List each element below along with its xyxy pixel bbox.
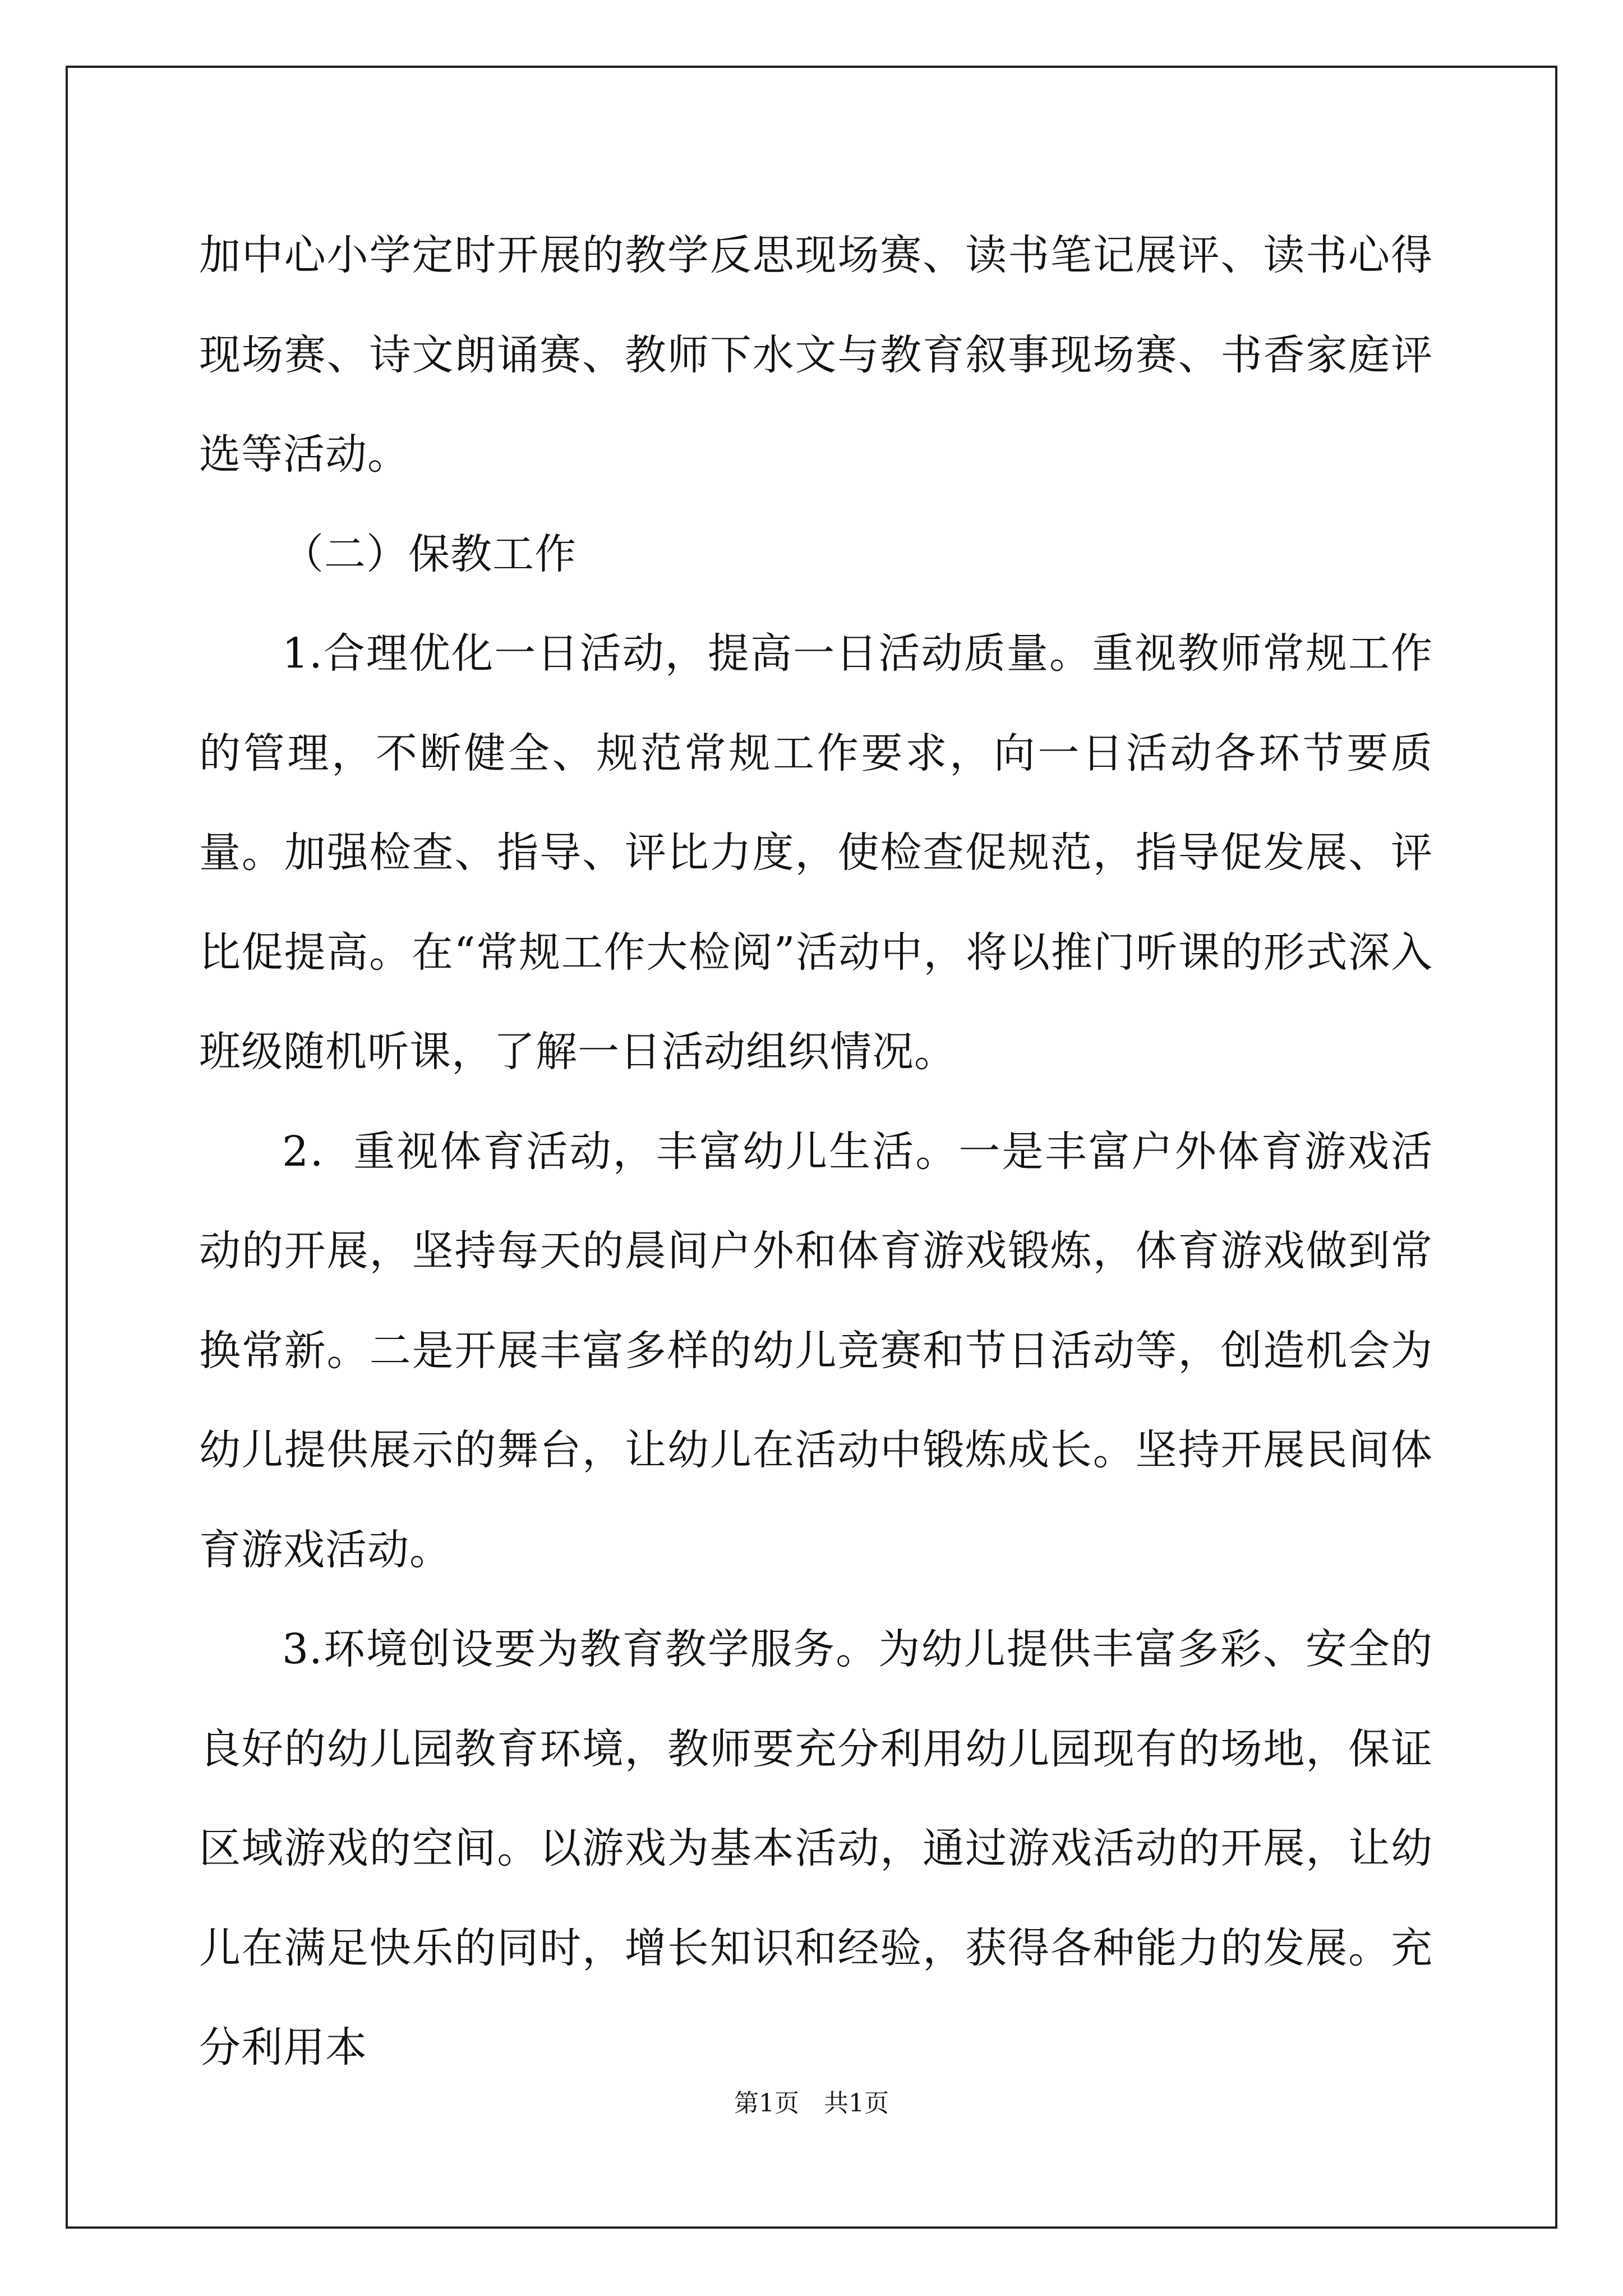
- paragraph-item-1: 1.合理优化一日活动，提高一日活动质量。重视教师常规工作的管理，不断健全、规范常规工作要求，向一日活动各环节要质量。加强检查、指导、评比力度，使检查促规范，指导促发展、评比促提高。在“常规工作大检阅”活动中，将以推门听课的形式深入班级随机听课，了解一日活动组织情况。: [199, 629, 1433, 1076]
- page-footer: [0, 2087, 1623, 2120]
- paragraph-item-2: 2．重视体育活动，丰富幼儿生活。一是丰富户外体育游戏活动的开展，坚持每天的晨间户外和体育游戏锻炼，体育游戏做到常换常新。二是开展丰富多样的幼儿竞赛和节日活动等，创造机会为幼儿提供展示的舞台，让幼儿在活动中锻炼成长。坚持开展民间体育游戏活动。: [199, 1127, 1433, 1574]
- document-body: [199, 206, 1433, 2098]
- paragraph-continuation: 加中心小学定时开展的教学反思现场赛、读书笔记展评、读书心得现场赛、诗文朗诵赛、教师下水文与教育叙事现场赛、书香家庭评选等活动。: [199, 231, 1433, 478]
- paragraph-item-3: 3.环境创设要为教育教学服务。为幼儿提供丰富多彩、安全的良好的幼儿园教育环境，教师要充分利用幼儿园现有的场地，保证区域游戏的空间。以游戏为基本活动，通过游戏活动的开展，让幼儿在满足快乐的同时，增长知识和经验，获得各种能力的发展。充分利用本: [199, 1625, 1433, 2072]
- page-number: 第1页 共1页: [734, 2089, 889, 2118]
- section-heading: （二）保教工作: [282, 530, 577, 578]
